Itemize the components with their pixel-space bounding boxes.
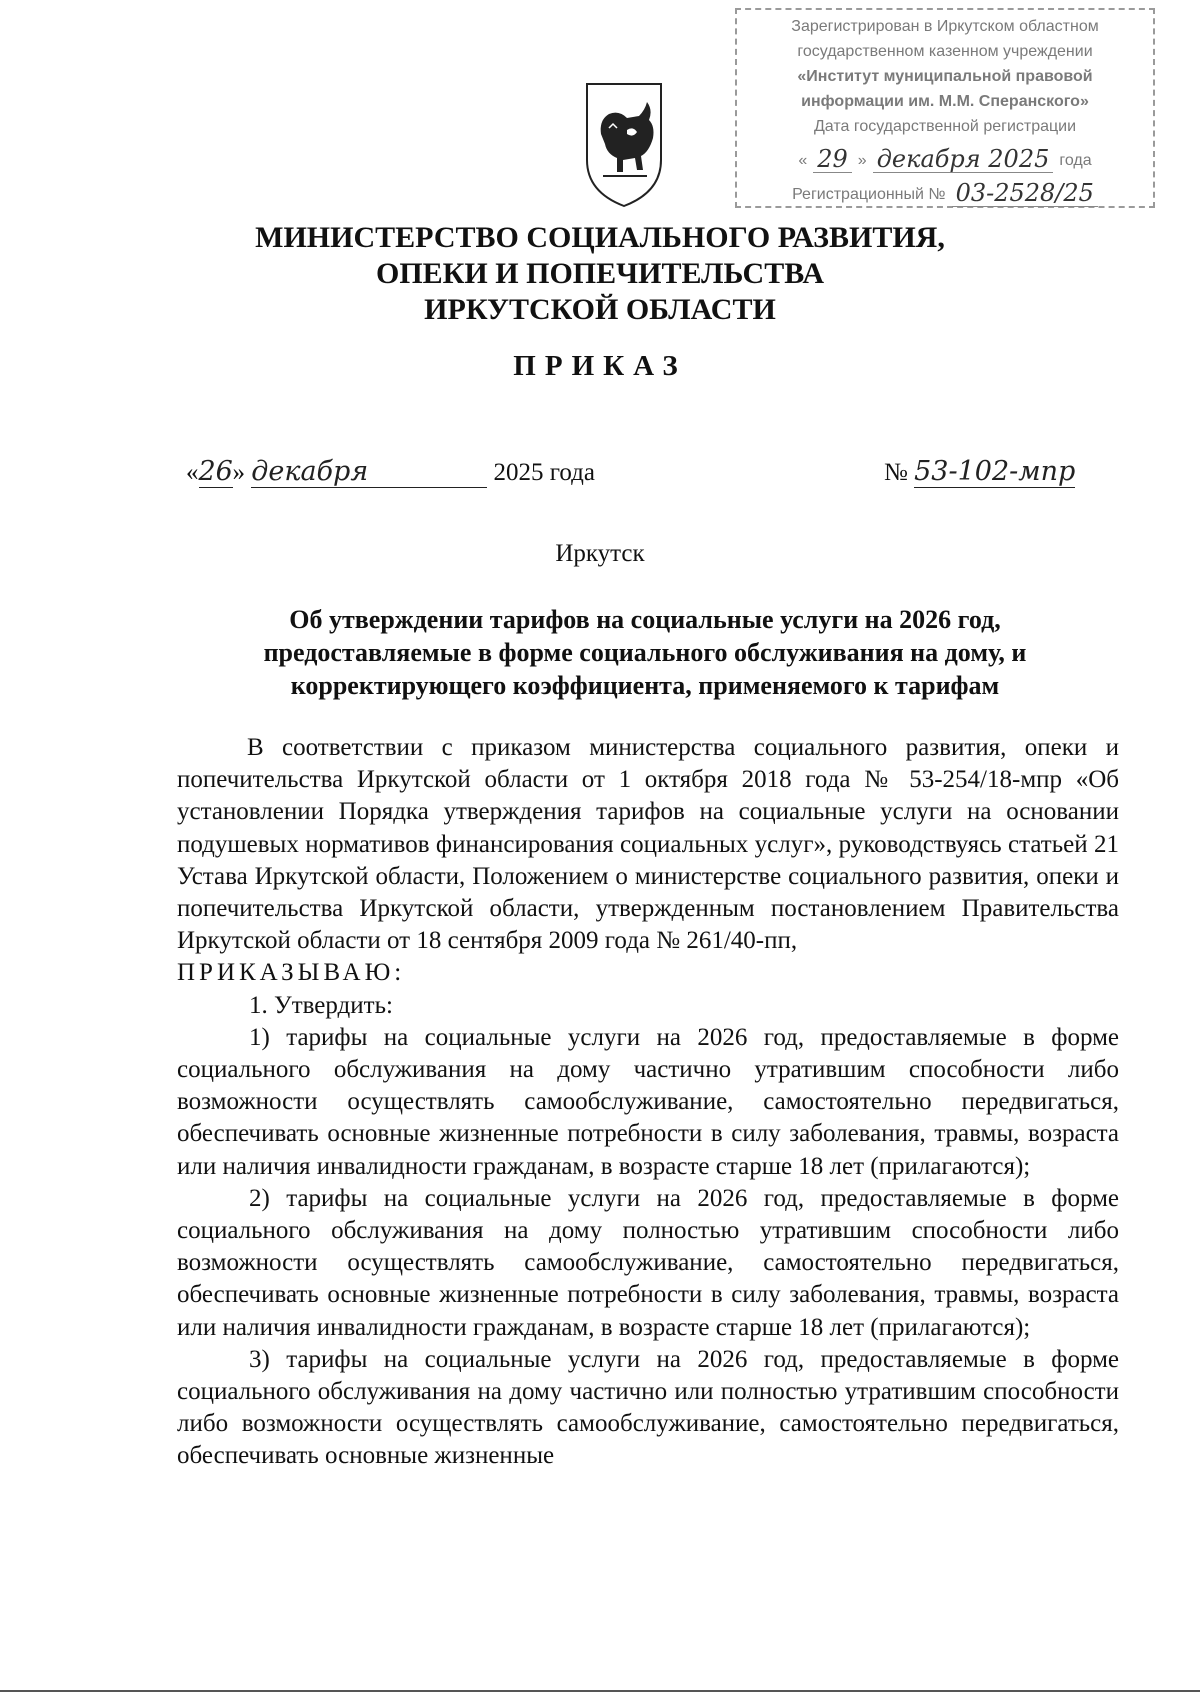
order-body	[177, 732, 1119, 1473]
number-label: №	[884, 459, 908, 486]
page-bottom-edge	[0, 1690, 1200, 1692]
document-type: ПРИКАЗ	[513, 350, 687, 382]
stamp-reg-row	[737, 173, 1153, 207]
ministry-line: ИРКУТСКОЙ ОБЛАСТИ	[424, 293, 776, 326]
stamp-reg-number: 03-2528/25	[952, 181, 1098, 207]
date-day: 26	[198, 456, 233, 487]
date-open: «	[186, 459, 199, 486]
order-number	[884, 456, 1075, 487]
preamble-paragraph: В соответствии с приказом министерства социального развития, опеки и попечительства Иркутской области от 1 октября 2018 года № 53-254/18-мпр «Об установлении Порядка утверждения тарифов на социальные услуги на основании подушевых нормативов финансирования социальных услуг», руководствуясь статьей 21 Устава Иркутской области, Положением о министерстве социального развития, опеки и попечительства Иркутской области, утвержденным постановлением Правительства Иркутской области от 18 сентября 2009 года № 261/40-пп,	[177, 734, 1119, 955]
number-value: 53-102-мпр	[914, 456, 1076, 487]
ministry-line: ОПЕКИ И ПОПЕЧИТЕЛЬСТВА	[376, 257, 824, 290]
stamp-line: Зарегистрирован в Иркутском областном	[791, 18, 1099, 35]
coat-of-arms-icon	[583, 80, 665, 210]
stamp-date-month-year: декабря 2025	[873, 147, 1054, 173]
ministry-heading	[0, 220, 1200, 328]
order-title	[175, 603, 1115, 702]
stamp-line: Дата государственной регистрации	[813, 118, 1077, 135]
title-line: корректирующего коэффициента, применяемого к тарифам	[290, 671, 1000, 700]
stamp-date-open: «	[798, 152, 808, 169]
stamp-line: информации им. М.М. Сперанского»	[801, 93, 1089, 110]
point-1: 1. Утвердить:	[249, 991, 393, 1019]
stamp-date-close: »	[857, 152, 867, 169]
stamp-reg-label: Регистрационный №	[792, 186, 946, 203]
subpoint-2: 2) тарифы на социальные услуги на 2026 год, предоставляемые в форме социального обслуживания на дому полностью утратившим способности либо возможности осуществлять самообслуживание, самостоятельно передвигаться, обеспечивать основные жизненные потребности в силу заболевания, травмы, возраста или наличия инвалидности гражданам, в возрасте старше 18 лет (прилагаются);	[177, 1184, 1119, 1341]
stamp-date-day: 29	[813, 147, 852, 173]
subpoint-1: 1) тарифы на социальные услуги на 2026 год, предоставляемые в форме социального обслуживания на дому частично утратившим способности либо возможности осуществлять самообслуживание, самостоятельно передвигаться, обеспечивать основные жизненные потребности в силу заболевания, травмы, возраста или наличия инвалидности гражданам, в возрасте старше 18 лет (прилагаются);	[177, 1023, 1119, 1180]
subpoint-3: 3) тарифы на социальные услуги на 2026 год, предоставляемые в форме социального обслуживания на дому частично или полностью утратившим способности либо возможности осуществлять самообслуживание, самостоятельно передвигаться, обеспечивать основные жизненные	[177, 1345, 1119, 1470]
stamp-line: государственном казенном учреждении	[797, 43, 1093, 60]
title-line: Об утверждении тарифов на социальные услуги на 2026 год,	[289, 605, 1001, 634]
order-date	[186, 456, 595, 488]
date-close: »	[232, 459, 245, 486]
ministry-line: МИНИСТЕРСТВО СОЦИАЛЬНОГО РАЗВИТИЯ,	[255, 221, 945, 254]
order-word: ПРИКАЗЫВАЮ:	[177, 959, 406, 987]
registration-stamp	[735, 8, 1155, 208]
date-year: 2025 года	[493, 459, 595, 486]
stamp-date-row	[737, 139, 1153, 173]
title-line: предоставляемые в форме социального обслуживания на дому, и	[263, 638, 1027, 667]
stamp-line: «Институт муниципальной правовой	[797, 68, 1093, 85]
city: Иркутск	[555, 540, 645, 567]
stamp-date-suffix: года	[1059, 152, 1092, 169]
date-month: декабря	[251, 456, 487, 488]
